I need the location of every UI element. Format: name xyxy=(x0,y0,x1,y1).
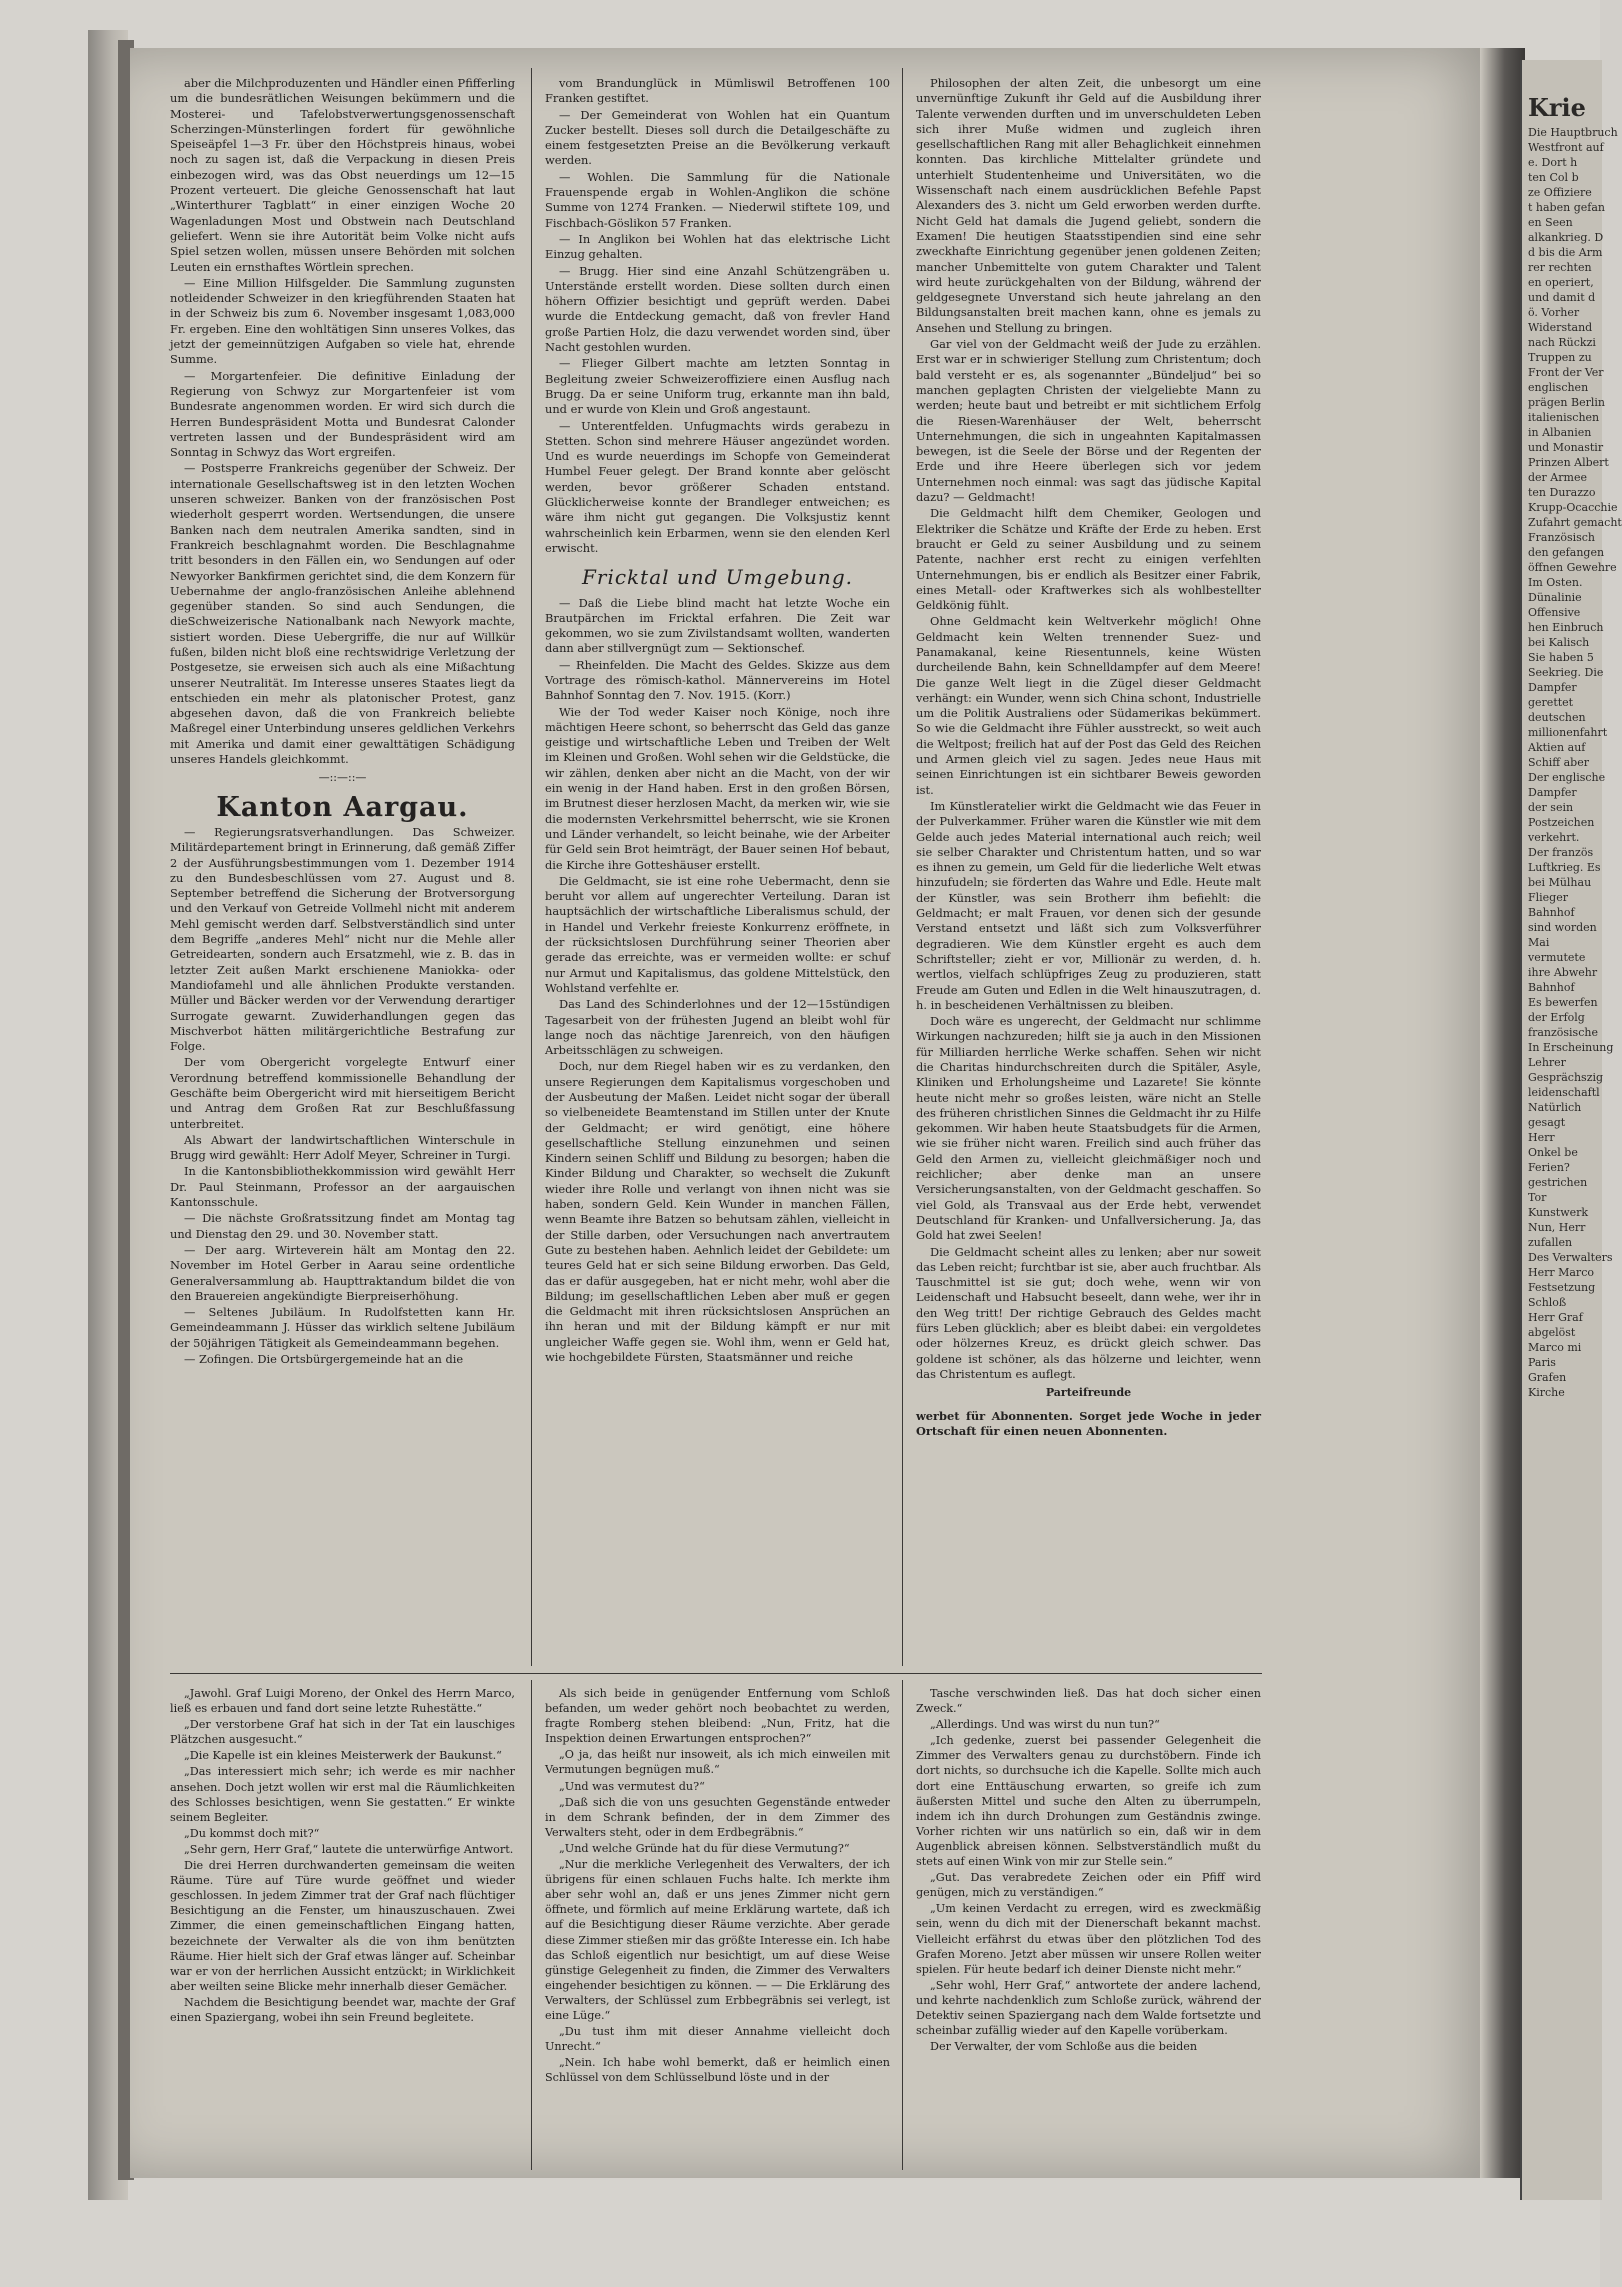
next-page-line: englischen xyxy=(1528,381,1589,394)
article-paragraph: — Seltenes Jubiläum. In Rudolfstetten kann Hr. Gemeindeammann J. Hüsser das wirklich seltene Jubiläum der 50jährigen Tätigkeit als Gemeindeammann begehen. xyxy=(170,1305,515,1350)
next-page-line: der Armee xyxy=(1528,471,1587,484)
next-page-line: Paris xyxy=(1528,1356,1556,1369)
column-1 xyxy=(170,76,515,1368)
newspaper-page xyxy=(130,48,1500,2178)
next-page-line: Onkel be xyxy=(1528,1146,1578,1159)
next-page-line: bei Mülhau xyxy=(1528,876,1592,889)
next-page-line: Westfront auf xyxy=(1528,141,1604,154)
next-page-line: Flieger xyxy=(1528,891,1568,904)
next-page-line: t haben gefan xyxy=(1528,201,1605,214)
next-page-line: en operiert, xyxy=(1528,276,1594,289)
feuilleton-paragraph: Tasche verschwinden ließ. Das hat doch sicher einen Zweck.“ xyxy=(916,1687,1261,1716)
next-page-line: gestrichen xyxy=(1528,1176,1588,1189)
feuilleton-column-middle xyxy=(545,1686,890,2086)
article-paragraph: — Eine Million Hilfsgelder. Die Sammlung zugunsten notleidender Schweizer in den kriegführenden Staaten hat in der Schweiz bis zum 6. November insgesamt 1,083,000 Fr. ergeben. Eine den wohltätigen Sinn unseres Volkes, das jetzt der gemeinnützigen Aufgaben so viele hat, ehrende Summe. xyxy=(170,275,515,367)
next-page-line: französische xyxy=(1528,1026,1598,1039)
next-page-line: Zufahrt gemacht xyxy=(1528,516,1622,529)
next-page-line: zufallen xyxy=(1528,1236,1573,1249)
article-paragraph: vom Brandunglück in Mümliswil Betroffenen 100 Franken gestiftet. xyxy=(545,76,890,106)
next-page-fragment xyxy=(1528,93,1622,1400)
next-page-line: ten Durazzo xyxy=(1528,486,1596,499)
article-paragraph: Gar viel von der Geldmacht weiß der Jude zu erzählen. Erst war er in schwieriger Stellung zum Christentum; doch bald versteht er es, als sogenannter „Bündeljud“ bei so manchen geplagten Christen der vielgeliebte Mann zu werden; heute baut und betreibt er mit sichtlichem Erfolg die Riesen-Warenhäuser der Welt, beherrscht Unternehmungen, die sich in ungeahnten Kapitalmassen bewegen, ist die Seele der Börse und der Regenten der Erde und ihre Heere überlegen sich vor jedem Unternehmen noch einmal: was sagt das jüdische Kapital dazu? — Geldmacht! xyxy=(916,337,1261,505)
next-page-line: d bis die Arm xyxy=(1528,246,1603,259)
next-page-line: Nun, Herr xyxy=(1528,1221,1586,1234)
next-page-line: Dünalinie xyxy=(1528,591,1582,604)
next-page-line: bei Kalisch xyxy=(1528,636,1590,649)
article-paragraph: — Unterentfelden. Unfugmachts wirds gerabezu in Stetten. Schon sind mehrere Häuser angezündet worden. Und es wurde neuerdings im Schopfe von Gemeinderat Humbel Feuer gelegt. Der Brand konnte aber gelöscht werden, bevor größerer Schaden entstand. Glücklicherweise konnte der Brandleger entweichen; es wäre ihm nicht gut gegangen. Die Volksjustiz kennt wahrscheinlich kein Erbarmen, wenn sie den elenden Kerl erwischt. xyxy=(545,418,890,555)
next-page-line: deutschen xyxy=(1528,711,1586,724)
next-page-line: Kirche xyxy=(1528,1386,1565,1399)
feuilleton-paragraph: „Nur die merkliche Verlegenheit des Verwalters, der ich übrigens für einen schlauen Fuchs halte. Ich merkte ihm aber sehr wohl an, daß er uns jenes Zimmer nicht gern öffnete, und förmlich auf meine Erklärung wartete, daß ich auf die Besichtigung dieser Räume verzichte. Aber gerade diese Zimmer stießen mir das größte Interesse ein. Ich habe das Schloß eigentlich nur besichtigt, um auf diese Weise günstige Gelegenheit zu finden, die Zimmer des Verwalters eingehender besichtigen zu können. — — Die Erklärung des Verwalters, der Schlüssel zum Erbbegräbnis sei verlegt, ist eine Lüge.“ xyxy=(545,1858,890,2022)
next-page-line: leidenschaftl xyxy=(1528,1086,1600,1099)
article-paragraph: Die Geldmacht hilft dem Chemiker, Geologen und Elektriker die Schätze und Kräfte der Erde zu heben. Erst braucht er Geld zu seiner Ausbildung und zu seinem Patente, nachher erst recht zu einigen verfehlten Unternehmungen, bis er endlich als Besitzer einer Fabrik, eines Metall- oder Kraftwerkes sich als wohlbestellter Geldkönig fühlt. xyxy=(916,506,1261,613)
next-page-line: Aktien auf xyxy=(1528,741,1586,754)
next-page-line: rer rechten xyxy=(1528,261,1592,274)
feuilleton-paragraph: „Das interessiert mich sehr; ich werde es mir nachher ansehen. Doch jetzt wollen wir erst mal die Räumlichkeiten des Schlosses besichtigen, wenn Sie gestatten.“ Er winkte seinem Begleiter. xyxy=(170,1765,515,1824)
article-paragraph: Der vom Obergericht vorgelegte Entwurf einer Verordnung betreffend kommissionelle Behandlung der Geschäfte beim Obergericht wird mit hierseitigem Bericht und Antrag dem Großen Rat zur Beschlußfassung unterbreitet. xyxy=(170,1055,515,1131)
article-paragraph: Doch wäre es ungerecht, der Geldmacht nur schlimme Wirkungen nachzureden; hilft sie ja auch in den Missionen für Milliarden herrliche Werke schaffen. Sehen wir nicht die Charitas hindurchschreiten durch die Spitäler, Asyle, Kliniken und Erholungsheime und Lazarete! Sie könnte heute nicht mehr so großes leisten, wäre nicht an Stelle des früheren christlichen Sinnes die Geldmacht ihr zu Hilfe gekommen. Wir haben heute Staatsbudgets für die Armen, wie sie früher nicht waren. Freilich sind auch früher das Geld den Armen zu, vielleicht gleichmäßiger noch und reichlicher; aber denke man an unsere Versicherungsanstalten, von der Geldmacht geschaffen. So viel Gold, als Transvaal aus der Erde hebt, verwendet Deutschland für Kranken- und Unfallversicherung. Ja, das Gold hat zwei Seelen! xyxy=(916,1014,1261,1243)
feuilleton-paragraph: „Jawohl. Graf Luigi Moreno, der Onkel des Herrn Marco, ließ es erbauen und fand dort seine letzte Ruhestätte.“ xyxy=(170,1687,515,1716)
article-paragraph: aber die Milchproduzenten und Händler einen Pfifferling um die bundesrätlichen Weisungen bekümmern und die Mosterei- und Tafelobstverwertungsgenossenschaft Scherzingen-Münsterlingen fordert für gewöhnliche Speiseäpfel 1—3 Fr. über den Höchstpreis hinaus, wobei noch zu sagen ist, daß die Verpackung in diesen Preis einbezogen wird, was das Obst neuerdings um 12—15 Prozent verteuert. Die gleiche Genossenschaft hat laut „Winterthurer Tagblatt“ in einer einzigen Woche 20 Wagenladungen Most und Obstwein nach Deutschland geliefert. Wenn sie ihre Autorität beim Volke nicht aufs Spiel setzen wollen, müssen unsere Behörden mit solchen Leuten ein ernsthaftes Wörtlein sprechen. xyxy=(170,76,515,274)
article-paragraph: — Daß die Liebe blind macht hat letzte Woche ein Brautpärchen im Fricktal erfahren. Die Zeit war gekommen, wo sie zum Zivilstandsamt wollten, wanderten dann aber stillvergnügt zum — Sektionschef. xyxy=(545,595,890,656)
feuilleton-paragraph: „Und was vermutest du?“ xyxy=(559,1779,705,1793)
feuilleton-paragraph: Der Verwalter, der vom Schloße aus die beiden xyxy=(930,2040,1198,2054)
article-paragraph: — Zofingen. Die Ortsbürgergemeinde hat an die xyxy=(184,1352,464,1367)
feuilleton-paragraph: „Und welche Gründe hat du für diese Vermutung?“ xyxy=(559,1841,850,1855)
next-page-line: en Seen xyxy=(1528,216,1573,229)
next-page-line: ze Offiziere xyxy=(1528,186,1592,199)
article-paragraph: — Postsperre Frankreichs gegenüber der Schweiz. Der internationale Gesellschaftsweg ist in den letzten Wochen unseren schweizer. Banken von der französischen Post wiederholt gesperrt worden. Wertsendungen, die unsere Banken nach dem neutralen Amerika sandten, sind in Frankreich beschlagnahmt worden. Die Beschlagnahme tritt besonders in den Fällen ein, wo Sendungen auf oder Newyorker Bankfirmen gerichtet sind, die dem Konzern für Uebernahme der anglo-französischen Anleihe ablehnend gegenüber standen. So sind auch Sendungen, die dieSchweizerische Nationalbank nach Newyork machte, sistiert worden. Diese Uebergriffe, die nur auf Willkür fußen, bilden nicht bloß eine rechtswidrige Verletzung der Postgesetze, sie erweisen sich auch als eine Mißachtung unserer Neutralität. Im Interesse unseres Staates liegt da entschieden ein mehr als platonischer Protest, ganz abgesehen davon, daß die von Frankreich beliebte Maßregel einer Unterbindung unseres geldlichen Verkehrs mit Amerika und damit einer gewalttätigen Schädigung unseres Handels gleichkommt. xyxy=(170,461,515,767)
next-page-line: Grafen xyxy=(1528,1371,1567,1384)
col2b-articles xyxy=(545,596,890,1366)
article-paragraph: — Flieger Gilbert machte am letzten Sonntag in Begleitung zweier Schweizeroffiziere einen Ausflug nach Brugg. Da er seine Uniform trug, erkannte man ihn bald, und er wurde von Klein und Groß angestaunt. xyxy=(545,356,890,417)
feuilleton-paragraph: „Du kommst doch mit?“ xyxy=(184,1826,320,1840)
column-rule xyxy=(902,1680,903,2170)
article-paragraph: — In Anglikon bei Wohlen hat das elektrische Licht Einzug gehalten. xyxy=(545,231,890,262)
next-page-line: vermutete xyxy=(1528,951,1586,964)
next-page-line: Bahnhof xyxy=(1528,981,1575,994)
next-page-line: nach Rückzi xyxy=(1528,336,1596,349)
feuilleton-paragraph: „Du tust ihm mit dieser Annahme vielleicht doch Unrecht.“ xyxy=(545,2025,890,2054)
next-page-line: Des Verwalters xyxy=(1528,1251,1613,1264)
next-page-line: Sie haben 5 xyxy=(1528,651,1594,664)
next-page-line: Lehrer xyxy=(1528,1056,1566,1069)
article-paragraph: In die Kantonsbibliothekkommission wird gewählt Herr Dr. Paul Steinmann, Professor an der aargauischen Kantonsschule. xyxy=(170,1164,515,1210)
next-page-line: Schiff aber xyxy=(1528,756,1589,769)
feuilleton-paragraph: Die drei Herren durchwanderten gemeinsam die weiten Räume. Türe auf Türe wurde geöffnet und wieder geschlossen. In jedem Zimmer trat der Graf nach flüchtiger Besichtigung an die Fenster, um hinauszuschauen. Zwei Zimmer, die einen gemeinschaftlichen Eingang hatten, bezeichnete der Verwalter als die von ihm benützten Räume. Hier hielt sich der Graf etwas länger auf. Scheinbar war er von der herrlichen Aussicht entzückt; in Wirklichkeit aber weilten seine Blicke mehr innerhalb dieser Gemächer. xyxy=(170,1859,515,1993)
article-paragraph: — Wohlen. Die Sammlung für die Nationale Frauenspende ergab in Wohlen-Anglikon die schöne Summe von 1274 Franken. — Niederwil stiftete 109, und Fischbach-Göslikon 57 Franken. xyxy=(545,169,890,230)
next-page-line: Herr Graf xyxy=(1528,1311,1583,1324)
next-page-line: ihre Abwehr xyxy=(1528,966,1598,979)
next-page-line: Postzeichen xyxy=(1528,816,1595,829)
next-page-line: Herr xyxy=(1528,1131,1555,1144)
article-paragraph: — Rheinfelden. Die Macht des Geldes. Skizze aus dem Vortrage des römisch-kathol. Männervereins im Hotel Bahnhof Sonntag den 7. Nov. 1915. (Korr.) xyxy=(545,657,890,703)
article-paragraph: Die Geldmacht scheint alles zu lenken; aber nur soweit das Leben reicht; furchtbar ist sie, aber auch fruchtbar. Als Tauschmittel ist sie gut; doch wehe, wenn wir von Leidenschaft und Habsucht beseelt, dann wehe, wer ihr in den Weg tritt! Der richtige Gebrauch des Geldes macht fürs Leben glücklich; aber es bleibt dabei: ein vergoldetes oder hölzernes Kreuz, es drückt gleich schwer. Das goldene ist schöner, als das hölzerne und leichter, wenn das Christentum es auflegt. xyxy=(916,1244,1261,1381)
next-page-line: in Albanien xyxy=(1528,426,1592,439)
article-paragraph: Das Land des Schinderlohnes und der 12—15stündigen Tagesarbeit von der frühesten Jugend an bleibt wohl für lange noch das nächtige Jarenreich, von den häufigen Arbeitsschlägen zu schweigen. xyxy=(545,997,890,1058)
col3-articles xyxy=(916,76,1261,1382)
next-page-line: Widerstand xyxy=(1528,321,1593,334)
article-paragraph: Im Künstleratelier wirkt die Geldmacht wie das Feuer in der Pulverkammer. Früher waren die Künstler wie mit dem Gelde auch jedes Material international auch reich; weil sie selber Charakter und Christentum hatten, und so war es ihnen zu gemein, um Geld für die liederliche Welt etwas hinzufudeln; sie förderten das Wahre und Edle. Heute malt der Künstler, was sein Brotherr ihm befiehlt: die Geldmacht; er malt Frauen, vor denen sich der gesunde Verstand entsetzt und läßt sich zum Volksverführer degradieren. Wie dem Künstler ergeht es auch dem Schriftsteller; zieht er vor, Millionär zu werden, d. h. wertlos, vielfach schlüpfriges Zeug zu produzieren, statt Freude am Guten und Edlen in die Welt hinauszutragen, d. h. in bescheidenen Verhältnissen zu bleiben. xyxy=(916,798,1261,1012)
column-3 xyxy=(916,76,1261,1439)
col1b-articles xyxy=(170,825,515,1367)
parteifreunde-title: Parteifreunde xyxy=(1045,1386,1132,1400)
col1-articles xyxy=(170,76,515,767)
next-page-line: millionenfahrt xyxy=(1528,726,1608,739)
next-page-line: Seekrieg. Die xyxy=(1528,666,1604,679)
next-page-line: hen Einbruch xyxy=(1528,621,1604,634)
next-page-line: Herr Marco xyxy=(1528,1266,1594,1279)
feuilleton-column-left xyxy=(170,1686,515,2026)
next-page-line: Truppen zu xyxy=(1528,351,1592,364)
next-page-line: Der englische xyxy=(1528,771,1606,784)
kanton-aargau-heading: Kanton Aargau. xyxy=(216,791,469,823)
next-page-edge xyxy=(1520,60,1622,2200)
next-page-line: und Monastir xyxy=(1528,441,1604,454)
article-paragraph: Doch, nur dem Riegel haben wir es zu verdanken, den unsere Regierungen dem Kapitalismus vorgeschoben und der Ausbeutung der Maßen. Leidet nicht sogar der überall so vielbeneidete Beamtenstand im Stillen unter der Knute der Geldmacht; er wird genötigt, eine höhere gesellschaftliche Stellung einzunehmen und seinen Kindern seinen Schliff und Bildung zu besorgen; haben die Kinder Bildung und Charakter, so wechselt die Zukunft wieder ihre Rolle und verlangt von ihnen nicht was sie haben, sondern Geld. Kein Wunder in manchen Fällen, wenn Beamte ihre Batzen so behutsam zählen, vielleicht in der Stille darben, oder Versuchungen nach anvertrautem Gute zu bestehen haben. Aehnlich leidet der Gebildete: um teures Geld hat er sich seine Bildung erworben. Das Geld, das er dafür ausgegeben, hat er nicht mehr, wohl aber die Bildung; im gesellschaftlichen Leben aber muß er gegen die Geldmacht mit ihren rücksichtslosen Ansprüchen an ihn heran und mit der Bildung kämpft er nur mit ungleicher Waffe gegen sie. Wohl ihm, wenn er Geld hat, wie hochgebildete Fürsten, Staatsmänner und reiche xyxy=(545,1059,890,1365)
next-page-line: Prinzen Albert xyxy=(1528,456,1609,469)
article-paragraph: Die Geldmacht, sie ist eine rohe Uebermacht, denn sie beruht vor allem auf ungerechter Verteilung. Daran ist hauptsächlich der wirtschaftliche Liberalismus schuld, der in Handel und Verkehr freieste Konkurrenz eröffnete, in der rücksichtslosen Durchführung seiner Theorien aber gerade das erreichte, was er vermeiden wollte: er schuf nur Armut und Kapitalismus, das goldene Mittelstück, den Wohlstand verfehlte er. xyxy=(545,873,890,995)
feuilleton-paragraph: Als sich beide in genügender Entfernung vom Schloß befanden, um weder gehört noch beobachtet zu werden, fragte Romberg stehen bleibend: „Nun, Fritz, hat die Inspektion deinen Erwartungen entsprochen?“ xyxy=(545,1687,890,1746)
next-page-line: Gesprächszig xyxy=(1528,1071,1604,1084)
feuilleton-paragraph: „Der verstorbene Graf hat sich in der Tat ein lauschiges Plätzchen ausgesucht.“ xyxy=(170,1718,515,1747)
next-page-line: Die Hauptbruch xyxy=(1528,126,1618,139)
article-paragraph: Wie der Tod weder Kaiser noch Könige, noch ihre mächtigen Heere schont, so beherrscht das Geld das ganze geistige und wirtschaftliche Leben und Treiben der Welt im Kleinen und Großen. Wohl sehen wir die Geldstücke, die wir zählen, denken aber nicht an die Macht, von der wir ein wenig in der Hand haben. Erst in den großen Börsen, im Brutnest dieser herzlosen Macht, da merken wir, wie sie die modernsten Verkehrsmittel beherrscht, wie sie Kronen und Länder verhandelt, so leicht beinahe, wie der Arbeiter für Geld sein Brot heimträgt, der Bauer seinen Hof bebaut, die Kirche ihre Gotteshäuser erstellt. xyxy=(545,704,890,872)
feuilleton-paragraph: „O ja, das heißt nur insoweit, als ich mich einweilen mit Vermutungen begnügen muß.“ xyxy=(545,1748,890,1777)
article-paragraph: — Regierungsratsverhandlungen. Das Schweizer. Militärdepartement bringt in Erinnerung, daß gemäß Ziffer 2 der Ausführungsbestimmungen vom 1. Dezember 1914 zu den Bundesbeschlüssen vom 27. August und 8. September betreffend die Sicherung der Brotversorgung und den Verkauf von Getreide Vollmehl nicht mit anderem Mehl gemischt werden darf. Selbstverständlich sind unter dem Begriffe „anderes Mehl“ nicht nur die Mehle aller Getreidearten, sondern auch Ersatzmehl, wie z. B. das in letzter Zeit außen Markt erschienene Maniokka- oder Mandiofamehl und alle ähnlichen Produkte verstanden. Müller und Bäcker werden vor der Verwendung derartiger Surrogate gewarnt. Zuwiderhandlungen gegen das Mischverbot hätten militärgerichtliche Bestrafung zur Folge. xyxy=(170,824,515,1054)
column-rule xyxy=(902,68,903,1666)
next-page-line: der sein xyxy=(1528,801,1574,814)
next-page-line: Offensive xyxy=(1528,606,1581,619)
next-page-line: Mai xyxy=(1528,936,1550,949)
next-page-line: den gefangen xyxy=(1528,546,1605,559)
article-paragraph: — Der aarg. Wirteverein hält am Montag den 22. November im Hotel Gerber in Aarau seine ordentliche Generalversammlung ab. Haupttraktandum bildet die von den Brauereien angekündigte Bierpreiserhöhung. xyxy=(170,1242,515,1303)
feuilleton-column-right xyxy=(916,1686,1261,2055)
next-page-line: ö. Vorher xyxy=(1528,306,1580,319)
next-page-line: und damit d xyxy=(1528,291,1596,304)
article-paragraph: — Die nächste Großratssitzung findet am Montag tag und Dienstag den 29. und 30. November statt. xyxy=(170,1211,515,1241)
next-page-line: Der französ xyxy=(1528,846,1594,859)
next-page-line: Es bewerfen xyxy=(1528,996,1598,1009)
column-rule xyxy=(531,68,532,1666)
feuilleton-paragraph: „Sehr wohl, Herr Graf,“ antwortete der andere lachend, und kehrte nachdenklich zum Schloße zurück, während der Detektiv seinen Spaziergang nach dem Walde fortsetzte und scheinbar zufällig wieder auf den Kapelle vorüberkam. xyxy=(916,1978,1261,2038)
next-page-line: Festsetzung xyxy=(1528,1281,1596,1294)
feuilleton-paragraph: „Nein. Ich habe wohl bemerkt, daß er heimlich einen Schlüssel von dem Schlüsselbund löste und in der xyxy=(545,2056,890,2085)
next-page-line: Marco mi xyxy=(1528,1341,1582,1354)
next-page-line: Dampfer xyxy=(1528,786,1577,799)
next-page-line: Luftkrieg. Es xyxy=(1528,861,1601,874)
next-page-line: italienischen xyxy=(1528,411,1600,424)
article-paragraph: — Brugg. Hier sind eine Anzahl Schützengräben u. Unterstände erstellt worden. Diese sollten durch einen höhern Offizier besichtigt und geprüft werden. Dabei wurde die Entdeckung gemacht, daß von frevler Hand große Partien Holz, die dazu verwendet worden sind, über Nacht gestohlen wurden. xyxy=(545,263,890,355)
next-page-line: Im Osten. xyxy=(1528,576,1583,589)
next-page-line: In Erscheinung xyxy=(1528,1041,1614,1054)
next-page-title: Krie xyxy=(1528,93,1586,122)
next-page-line: sind worden xyxy=(1528,921,1597,934)
feuilleton-paragraph: „Allerdings. Und was wirst du nun tun?“ xyxy=(930,1718,1160,1732)
feuilleton-paragraph: Nachdem die Besichtigung beendet war, machte der Graf einen Spaziergang, wobei ihn sein Freund begleitete. xyxy=(170,1995,515,2024)
next-page-line: der Erfolg xyxy=(1528,1011,1585,1024)
next-page-line: öffnen Gewehre xyxy=(1528,561,1617,574)
article-paragraph: Philosophen der alten Zeit, die unbesorgt um eine unvernünftige Zukunft ihr Geld auf die Ausbildung ihrer Talente verwenden durften und im unverschuldeten Leben sich ihrer Muße widmen und zugleich ihren gesellschaftlichen Rang mit aller Behaglichkeit einnehmen konnten. Das kirchliche Mittelalter gründete und unterhielt Studentenheime und Universitäten, wo die Wissenschaft nach einem ausdrücklichen Befehle Papst Alexanders des 3. nicht um Geld erworben werden durfte. Nicht Geld hat damals die Jugend geliebt, sondern die Examen! Die heutigen Staatsstipendien sind eine sehr zweckhafte Einrichtung gegenüber jenen goldenen Zeiten; mancher Unbemittelte von gutem Charakter und Talent wird heute zurückgehalten von der Bildung, während der geldgesegnete Unverstand sich heute jahrelang an den Bildungsanstalten breit machen kann, ohne es jemals zu Ansehen und Stellung zu bringen. xyxy=(916,76,1261,335)
column-rule xyxy=(531,1680,532,2170)
col2-articles xyxy=(545,76,890,556)
next-page-line: Bahnhof xyxy=(1528,906,1575,919)
next-page-line: Dampfer xyxy=(1528,681,1577,694)
article-paragraph: Als Abwart der landwirtschaftlichen Winterschule in Brugg wird gewählt: Herr Adolf Meyer, Schreiner in Turgi. xyxy=(170,1132,515,1163)
next-page-line: Kunstwerk xyxy=(1528,1206,1589,1219)
next-page-line: Natürlich xyxy=(1528,1101,1582,1114)
next-page-line: gerettet xyxy=(1528,696,1574,709)
page-gutter xyxy=(1480,48,1525,2178)
column-2 xyxy=(545,76,890,1366)
parteifreunde-notice: werbet für Abonnenten. Sorget jede Woche in jeder Ortschaft für einen neuen Abonnenten. xyxy=(916,1408,1261,1438)
feuilleton-paragraph: „Die Kapelle ist ein kleines Meisterwerk der Baukunst.“ xyxy=(184,1749,502,1763)
next-page-line: Front der Ver xyxy=(1528,366,1604,379)
next-page-line: Krupp-Ocacchie xyxy=(1528,501,1618,514)
next-page-line: abgelöst xyxy=(1528,1326,1576,1339)
next-page-line: Schloß xyxy=(1528,1296,1567,1309)
feuilleton-paragraph: „Sehr gern, Herr Graf,“ lautete die unterwürfige Antwort. xyxy=(184,1842,514,1856)
next-page-line: verkehrt. xyxy=(1528,831,1580,844)
next-page-line: ten Col b xyxy=(1528,171,1579,184)
article-paragraph: — Morgartenfeier. Die definitive Einladung der Regierung von Schwyz zur Morgartenfeier ist vom Bundesrate angenommen worden. Er wird sich durch die Herren Bundespräsident Motta und Bundesrat Calonder vertreten lassen und der Bundespräsident wird am Sonntag in Schwyz das Wort ergreifen. xyxy=(170,368,515,460)
next-page-line: Tor xyxy=(1528,1191,1547,1204)
column-separator: —::—::— xyxy=(318,771,367,785)
feuilleton-paragraph: „Gut. Das verabredete Zeichen oder ein Pfiff wird genügen, mich zu verständigen.“ xyxy=(916,1871,1261,1900)
feuilleton-paragraph: „Um keinen Verdacht zu erregen, wird es zweckmäßig sein, wenn du dich mit der Dienerschaft bekannt machst. Vielleicht erfährst du etwas über den plötzlichen Tod des Grafen Moreno. Jetzt aber müssen wir unsere Rollen weiter spielen. Für heute bedarf ich deiner Dienste nicht mehr.“ xyxy=(916,1902,1261,1976)
next-page-line: Ferien? xyxy=(1528,1161,1570,1174)
article-paragraph: — Der Gemeinderat von Wohlen hat ein Quantum Zucker bestellt. Dieses soll durch die Detailgeschäfte zu einem festgesetzten Preise an die Bevölkerung verkauft werden. xyxy=(545,107,890,168)
fricktal-heading: Fricktal und Umgebung. xyxy=(582,565,853,590)
next-page-line: Französisch xyxy=(1528,531,1596,544)
feuilleton-rule xyxy=(170,1673,1262,1674)
article-paragraph: Ohne Geldmacht kein Weltverkehr möglich! Ohne Geldmacht kein Welten trennender Suez- und Panamakanal, keine Riesentunnels, keine Wüsten durcheilende Bahn, kein Schnelldampfer auf dem Meere! Die ganze Welt liegt in die Zügel dieser Geldmacht verhängt: ein Wunder, wenn sich China schont, Industrielle um die Politik Australiens oder Südamerikas bekümmert. So wie die Geldmacht ihre Fühler ausstreckt, so weit auch die Weltpost; freilich hat auf der Post das Geld des Reichen und Armen gleich viel zu sagen. Jedes neue Haus mit seinen Einrichtungen ist ein sichtbarer Beweis geworden ist. xyxy=(916,614,1261,797)
feuilleton-paragraph: „Ich gedenke, zuerst bei passender Gelegenheit die Zimmer des Verwalters genau zu durchstöbern. Finde ich dort nichts, so durchsuche ich die Kapelle. Sollte mich auch dort eine Enttäuschung erwarten, so greife ich zum äußersten Mittel und suche den Alten zu überrumpeln, indem ich ihn durch Drohungen zum Geständnis zwinge. Vorher richten wir uns natürlich so ein, daß wir in dem Augenblick abreisen können. Selbstverständlich mußt du stets auf einen Wink von mir zur Stelle sein.“ xyxy=(916,1734,1261,1869)
next-page-line: alkankrieg. D xyxy=(1528,231,1604,244)
next-page-line: gesagt xyxy=(1528,1116,1566,1129)
next-page-line: e. Dort h xyxy=(1528,156,1578,169)
feuilleton-paragraph: „Daß sich die von uns gesuchten Gegenstände entweder in dem Schrank befinden, der in dem Zimmer des Verwalters steht, oder in dem Erdbegräbnis.“ xyxy=(545,1795,890,1839)
next-page-line: prägen Berlin xyxy=(1528,396,1605,409)
